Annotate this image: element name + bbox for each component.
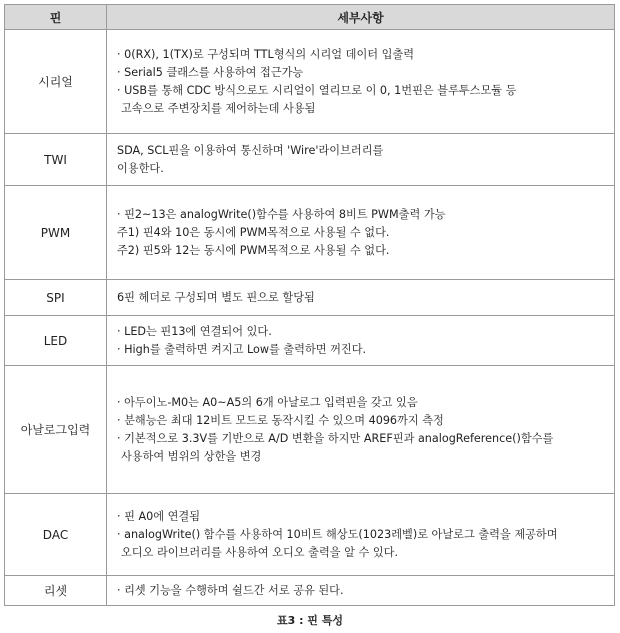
detail-line: 오디오 라이브러리를 사용하여 오디오 출력을 알 수 있다. [121, 545, 399, 559]
row-pin: TWI [5, 134, 107, 186]
detail-line: · 분해능은 최대 12비트 모드로 동작시킬 수 있으며 4096까지 측정 [117, 413, 444, 427]
row-detail [107, 366, 615, 494]
row-pin: DAC [5, 494, 107, 576]
detail-line: 이용한다. [117, 161, 164, 175]
header-pin: 핀 [5, 5, 107, 30]
row-detail [107, 576, 615, 606]
row-pin: 리셋 [5, 576, 107, 606]
row-pin: SPI [5, 280, 107, 316]
detail-line: · 0(RX), 1(TX)로 구성되며 TTL형식의 시리얼 데이터 입출력 [117, 47, 415, 61]
detail-line: 사용하여 범위의 상한을 변경 [121, 449, 262, 463]
detail-line: SDA, SCL핀을 이용하여 통신하며 'Wire'라이브러리를 [117, 143, 384, 157]
detail-line: · Serial5 클래스를 사용하여 접근가능 [117, 65, 304, 79]
row-detail [107, 30, 615, 134]
detail-line: · USB를 통해 CDC 방식으로도 시리얼이 열리므로 이 0, 1번핀은 블루투스모듈 등 [117, 83, 517, 97]
detail-line: 6핀 헤더로 구성되며 별도 핀으로 할당됨 [117, 290, 315, 304]
row-detail [107, 280, 615, 316]
detail-line: 고속으로 주변장치를 제어하는데 사용됨 [121, 101, 316, 115]
table-row [5, 576, 615, 606]
detail-line: · 핀2~13은 analogWrite()함수를 사용하여 8비트 PWM출력 가능 [117, 207, 446, 221]
table-row [5, 366, 615, 494]
row-detail [107, 494, 615, 576]
table-row [5, 186, 615, 280]
table-row [5, 30, 615, 134]
table-caption: 표3 : 핀 특성 [276, 614, 344, 627]
detail-line: · 리셋 기능을 수행하며 쉴드간 서로 공유 된다. [117, 583, 344, 597]
detail-line: 주1) 핀4와 10은 동시에 PWM목적으로 사용될 수 없다. [117, 225, 390, 239]
detail-line: · 기본적으로 3.3V를 기반으로 A/D 변환을 하지만 AREF핀과 analogReference()함수를 [117, 431, 554, 445]
table-row [5, 494, 615, 576]
row-pin: PWM [5, 186, 107, 280]
detail-line: · High를 출력하면 켜지고 Low를 출력하면 꺼진다. [117, 342, 367, 356]
detail-line: · analogWrite() 함수를 사용하여 10비트 해상도(1023레벨)로 아날로그 출력을 제공하며 [117, 527, 558, 541]
table-header-row [5, 5, 615, 30]
detail-line: · 아두이노-M0는 A0~A5의 6개 아날로그 입력핀을 갖고 있음 [117, 395, 418, 409]
detail-line: 주2) 핀5와 12는 동시에 PWM목적으로 사용될 수 없다. [117, 243, 390, 257]
pin-spec-table [4, 4, 615, 606]
table-row [5, 280, 615, 316]
row-pin: 시리얼 [5, 30, 107, 134]
table-row [5, 316, 615, 366]
row-detail [107, 316, 615, 366]
header-detail: 세부사항 [107, 5, 615, 30]
detail-line: · 핀 A0에 연결됨 [117, 509, 201, 523]
row-detail [107, 134, 615, 186]
row-pin: LED [5, 316, 107, 366]
table-row [5, 134, 615, 186]
row-detail [107, 186, 615, 280]
row-pin: 아날로그입력 [5, 366, 107, 494]
detail-line: · LED는 핀13에 연결되어 있다. [117, 324, 272, 338]
